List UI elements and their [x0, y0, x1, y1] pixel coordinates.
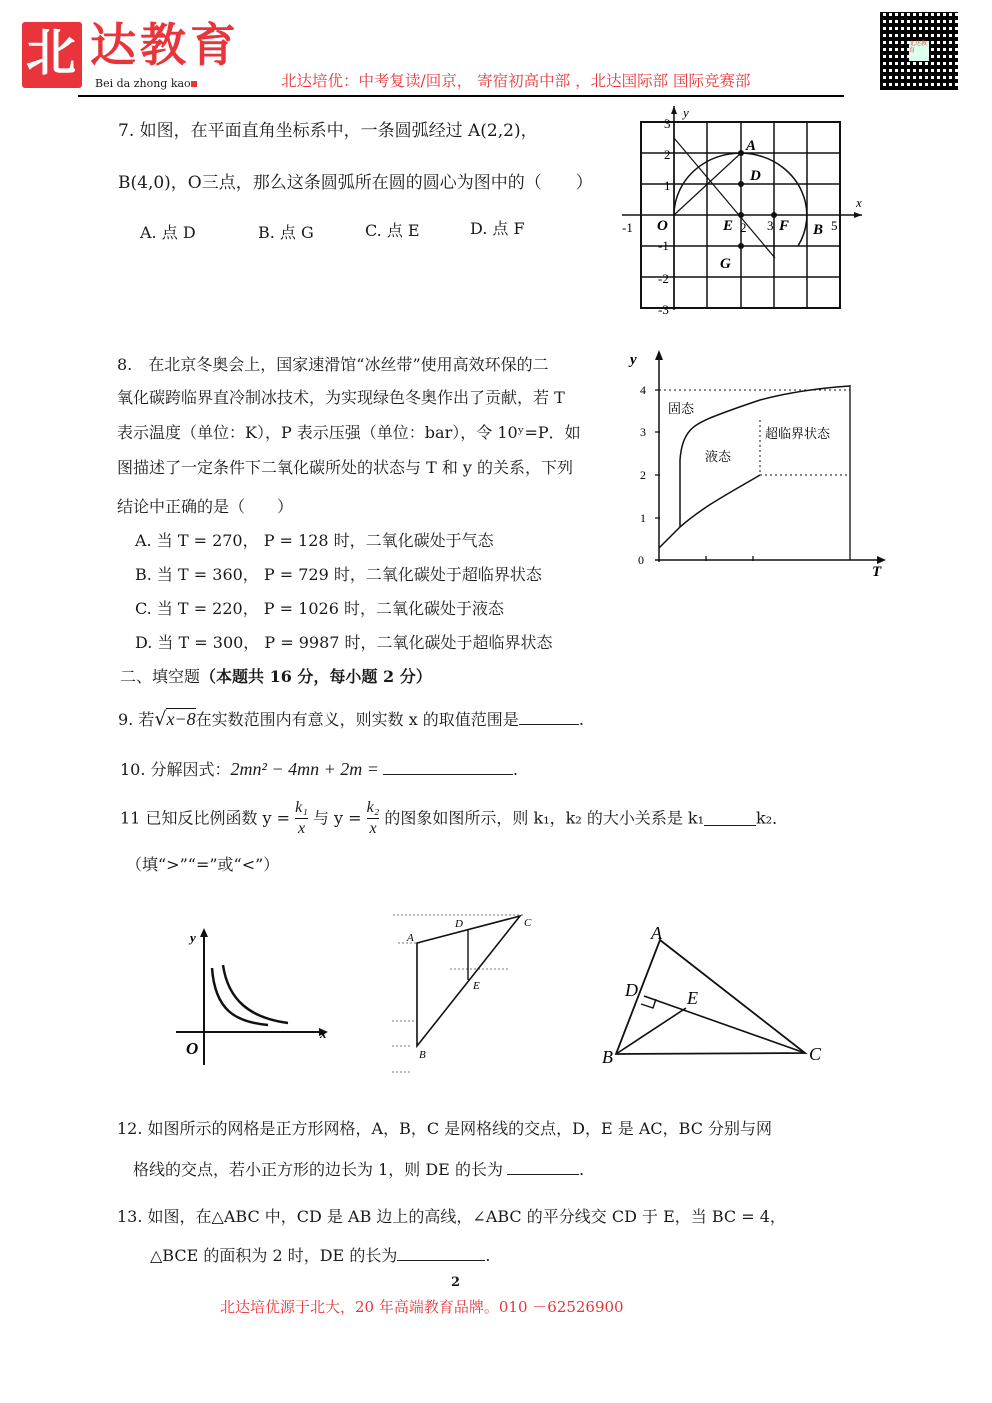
point-f-label: F	[779, 218, 790, 234]
q8-line3: 表示温度（单位：K），P 表示压强（单位：bar），令 10ʸ=P．如	[117, 423, 581, 442]
label-b: B	[419, 1049, 426, 1061]
denominator: x	[297, 820, 306, 837]
label-b: B	[602, 1047, 613, 1067]
q8-line5: 结论中正确的是（ ）	[117, 497, 294, 516]
q11-end: k₂．	[756, 808, 789, 828]
q13-figure	[595, 915, 835, 1070]
q9: 9. 若√x−8在实数范围内有意义，则实数 x 的取值范围是 .	[118, 708, 584, 730]
q8-line4: 图描述了一定条件下二氧化碳所处的状态与 T 和 y 的关系，下列	[117, 458, 574, 477]
q8-option-a: A. 当 T = 270， P = 128 时，二氧化碳处于气态	[135, 531, 494, 550]
tick: 0	[638, 553, 644, 567]
logo-square	[191, 81, 197, 87]
tick: 2	[740, 220, 747, 235]
q13-answer-blank[interactable]	[397, 1246, 485, 1261]
q8-option-c: C. 当 T = 220， P = 1026 时，二氧化碳处于液态	[135, 599, 504, 618]
q13-line2: △BCE 的面积为 2 时，DE 的长为 .	[150, 1246, 491, 1265]
q9-suffix: 在实数范围内有意义，则实数 x 的取值范围是	[195, 710, 519, 729]
q7-option-b: B. 点 G	[258, 223, 314, 242]
q7-line1: 7. 如图，在平面直角坐标系中，一条圆弧经过 A(2,2)，	[118, 121, 538, 141]
axis-x-label: x	[856, 195, 862, 210]
q11-suffix: 的图象如图所示，则 k₁，k₂ 的大小关系是 k₁	[384, 808, 705, 828]
logo-subtitle: Bei da zhong kao	[95, 77, 191, 90]
q11-answer-blank[interactable]	[704, 811, 756, 826]
label-c: C	[809, 1044, 822, 1064]
numerator: k₁	[295, 798, 308, 819]
section-title	[120, 668, 432, 686]
q10-answer-blank[interactable]	[383, 760, 513, 775]
fraction-k1	[295, 798, 308, 839]
tick: -1	[658, 238, 669, 253]
q10-expression: 2mn² − 4mn + 2m =	[230, 759, 379, 779]
q8-phase-figure	[620, 340, 890, 585]
axis-y-label: y	[190, 930, 196, 945]
fraction-k2	[367, 798, 380, 839]
q12-line1: 12. 如图所示的网格是正方形网格，A，B，C 是网格线的交点，D，E 是 AC，BC 分别与网	[117, 1119, 773, 1138]
point-a-label: A	[746, 138, 757, 154]
tick: 1	[640, 511, 646, 525]
label-a: A	[651, 923, 662, 943]
numerator: k₂	[367, 798, 380, 819]
tick: 3	[767, 218, 774, 233]
q9-radicand: x−8	[166, 709, 196, 729]
logo	[22, 22, 82, 88]
q11-mid: 与 y =	[312, 808, 362, 828]
region-solid: 固态	[668, 401, 695, 416]
bisector-be	[616, 1008, 686, 1054]
q9-answer-blank[interactable]	[519, 710, 579, 725]
q7-option-d: D. 点 F	[470, 219, 525, 238]
tick: 3	[640, 425, 646, 439]
triangle-abc	[616, 940, 805, 1054]
liquid-gas-curve	[659, 475, 760, 548]
q8-option-d: D. 当 T = 300， P = 9987 时，二氧化碳处于超临界状态	[135, 633, 553, 652]
tick: 3	[664, 116, 671, 131]
q11-prefix: 11 已知反比例函数 y =	[120, 808, 291, 828]
point-o-label: O	[657, 218, 668, 234]
tick: 2	[640, 468, 646, 482]
q12-answer-blank[interactable]	[507, 1160, 579, 1175]
footer-text: 北达培优源于北大，20 年高端教育品牌。010 －62526900	[220, 1298, 624, 1316]
q8-line2: 氧化碳跨临界直冷制冰技术，为实现绿色冬奥作出了贡献，若 T	[117, 388, 565, 407]
tick: -3	[658, 302, 669, 317]
axis-x-label: x	[320, 1026, 327, 1041]
tick: 1	[664, 178, 671, 193]
tick: 4	[640, 383, 646, 397]
label-d: D	[455, 918, 463, 930]
q12-line2: 格线的交点，若小正方形的边长为 1，则 DE 的长为 .	[133, 1160, 585, 1179]
point-b-label: B	[813, 222, 824, 238]
denominator: x	[369, 820, 377, 837]
q7-option-c: C. 点 E	[365, 221, 420, 240]
q10-prefix: 10. 分解因式：	[120, 760, 231, 779]
q7-option-a: A. 点 D	[140, 223, 196, 242]
page-number: 2	[451, 1275, 461, 1290]
q12-line2-text: 格线的交点，若小正方形的边长为 1，则 DE 的长为	[133, 1160, 503, 1179]
axis-x-label: T	[872, 564, 882, 580]
label-d: D	[625, 980, 638, 1000]
q13-line2-text: △BCE 的面积为 2 时，DE 的长为	[150, 1246, 398, 1265]
q12-figure	[385, 905, 545, 1080]
q11-hint: （填“>”“=”或“<”）	[126, 855, 280, 874]
q9-prefix: 9. 若	[118, 710, 155, 729]
logo-text: 达教育	[90, 18, 240, 72]
label-c: C	[524, 917, 532, 929]
q7-line2: B(4,0)，O三点，那么这条圆弧所在圆的圆心为图中的（ ）	[118, 173, 593, 193]
point-d-label: D	[750, 168, 761, 184]
label-a: A	[407, 932, 414, 944]
axis-y-label: y	[630, 352, 637, 368]
qr-code	[880, 12, 958, 90]
point-g-label: G	[720, 256, 731, 272]
altitude-cd	[644, 996, 805, 1053]
tick: -1	[622, 220, 633, 235]
region-liquid: 液态	[705, 449, 732, 464]
q8-option-b: B. 当 T = 360， P = 729 时，二氧化碳处于超临界状态	[135, 565, 542, 584]
right-angle-mark	[641, 999, 656, 1008]
q7-figure	[610, 100, 880, 320]
q11	[120, 798, 788, 839]
label-e: E	[473, 980, 480, 992]
q8-line1: 8. 在北京冬奥会上，国家速滑馆“冰丝带”使用高效环保的二	[117, 355, 549, 374]
header-slogan: 北达培优：中考复读/回京， 寄宿初高中部 ，北达国际部 国际竞赛部	[281, 72, 751, 90]
section-title-text: 二、填空题	[120, 667, 201, 686]
axis-y-label: y	[683, 105, 689, 120]
point-e-label: E	[723, 218, 734, 234]
q11-figure	[170, 920, 340, 1070]
origin-label: O	[186, 1039, 199, 1058]
header-rule	[78, 95, 844, 97]
q13-line1: 13. 如图，在△ABC 中，CD 是 AB 边上的高线，∠ABC 的平分线交 CD 于 E，当 BC = 4，	[117, 1207, 786, 1226]
tick: -2	[658, 271, 669, 286]
region-supercritical: 超临界状态	[765, 426, 831, 441]
qr-center-text: 北达教育	[909, 41, 929, 61]
q10: 10. 分解因式：2mn² − 4mn + 2m = .	[120, 759, 518, 779]
logo-char: 北	[26, 24, 76, 82]
section-note: （本题共 16 分，每小题 2 分）	[200, 667, 432, 686]
tick: 2	[664, 147, 671, 162]
label-e: E	[687, 988, 698, 1008]
tick: 5	[831, 218, 838, 233]
